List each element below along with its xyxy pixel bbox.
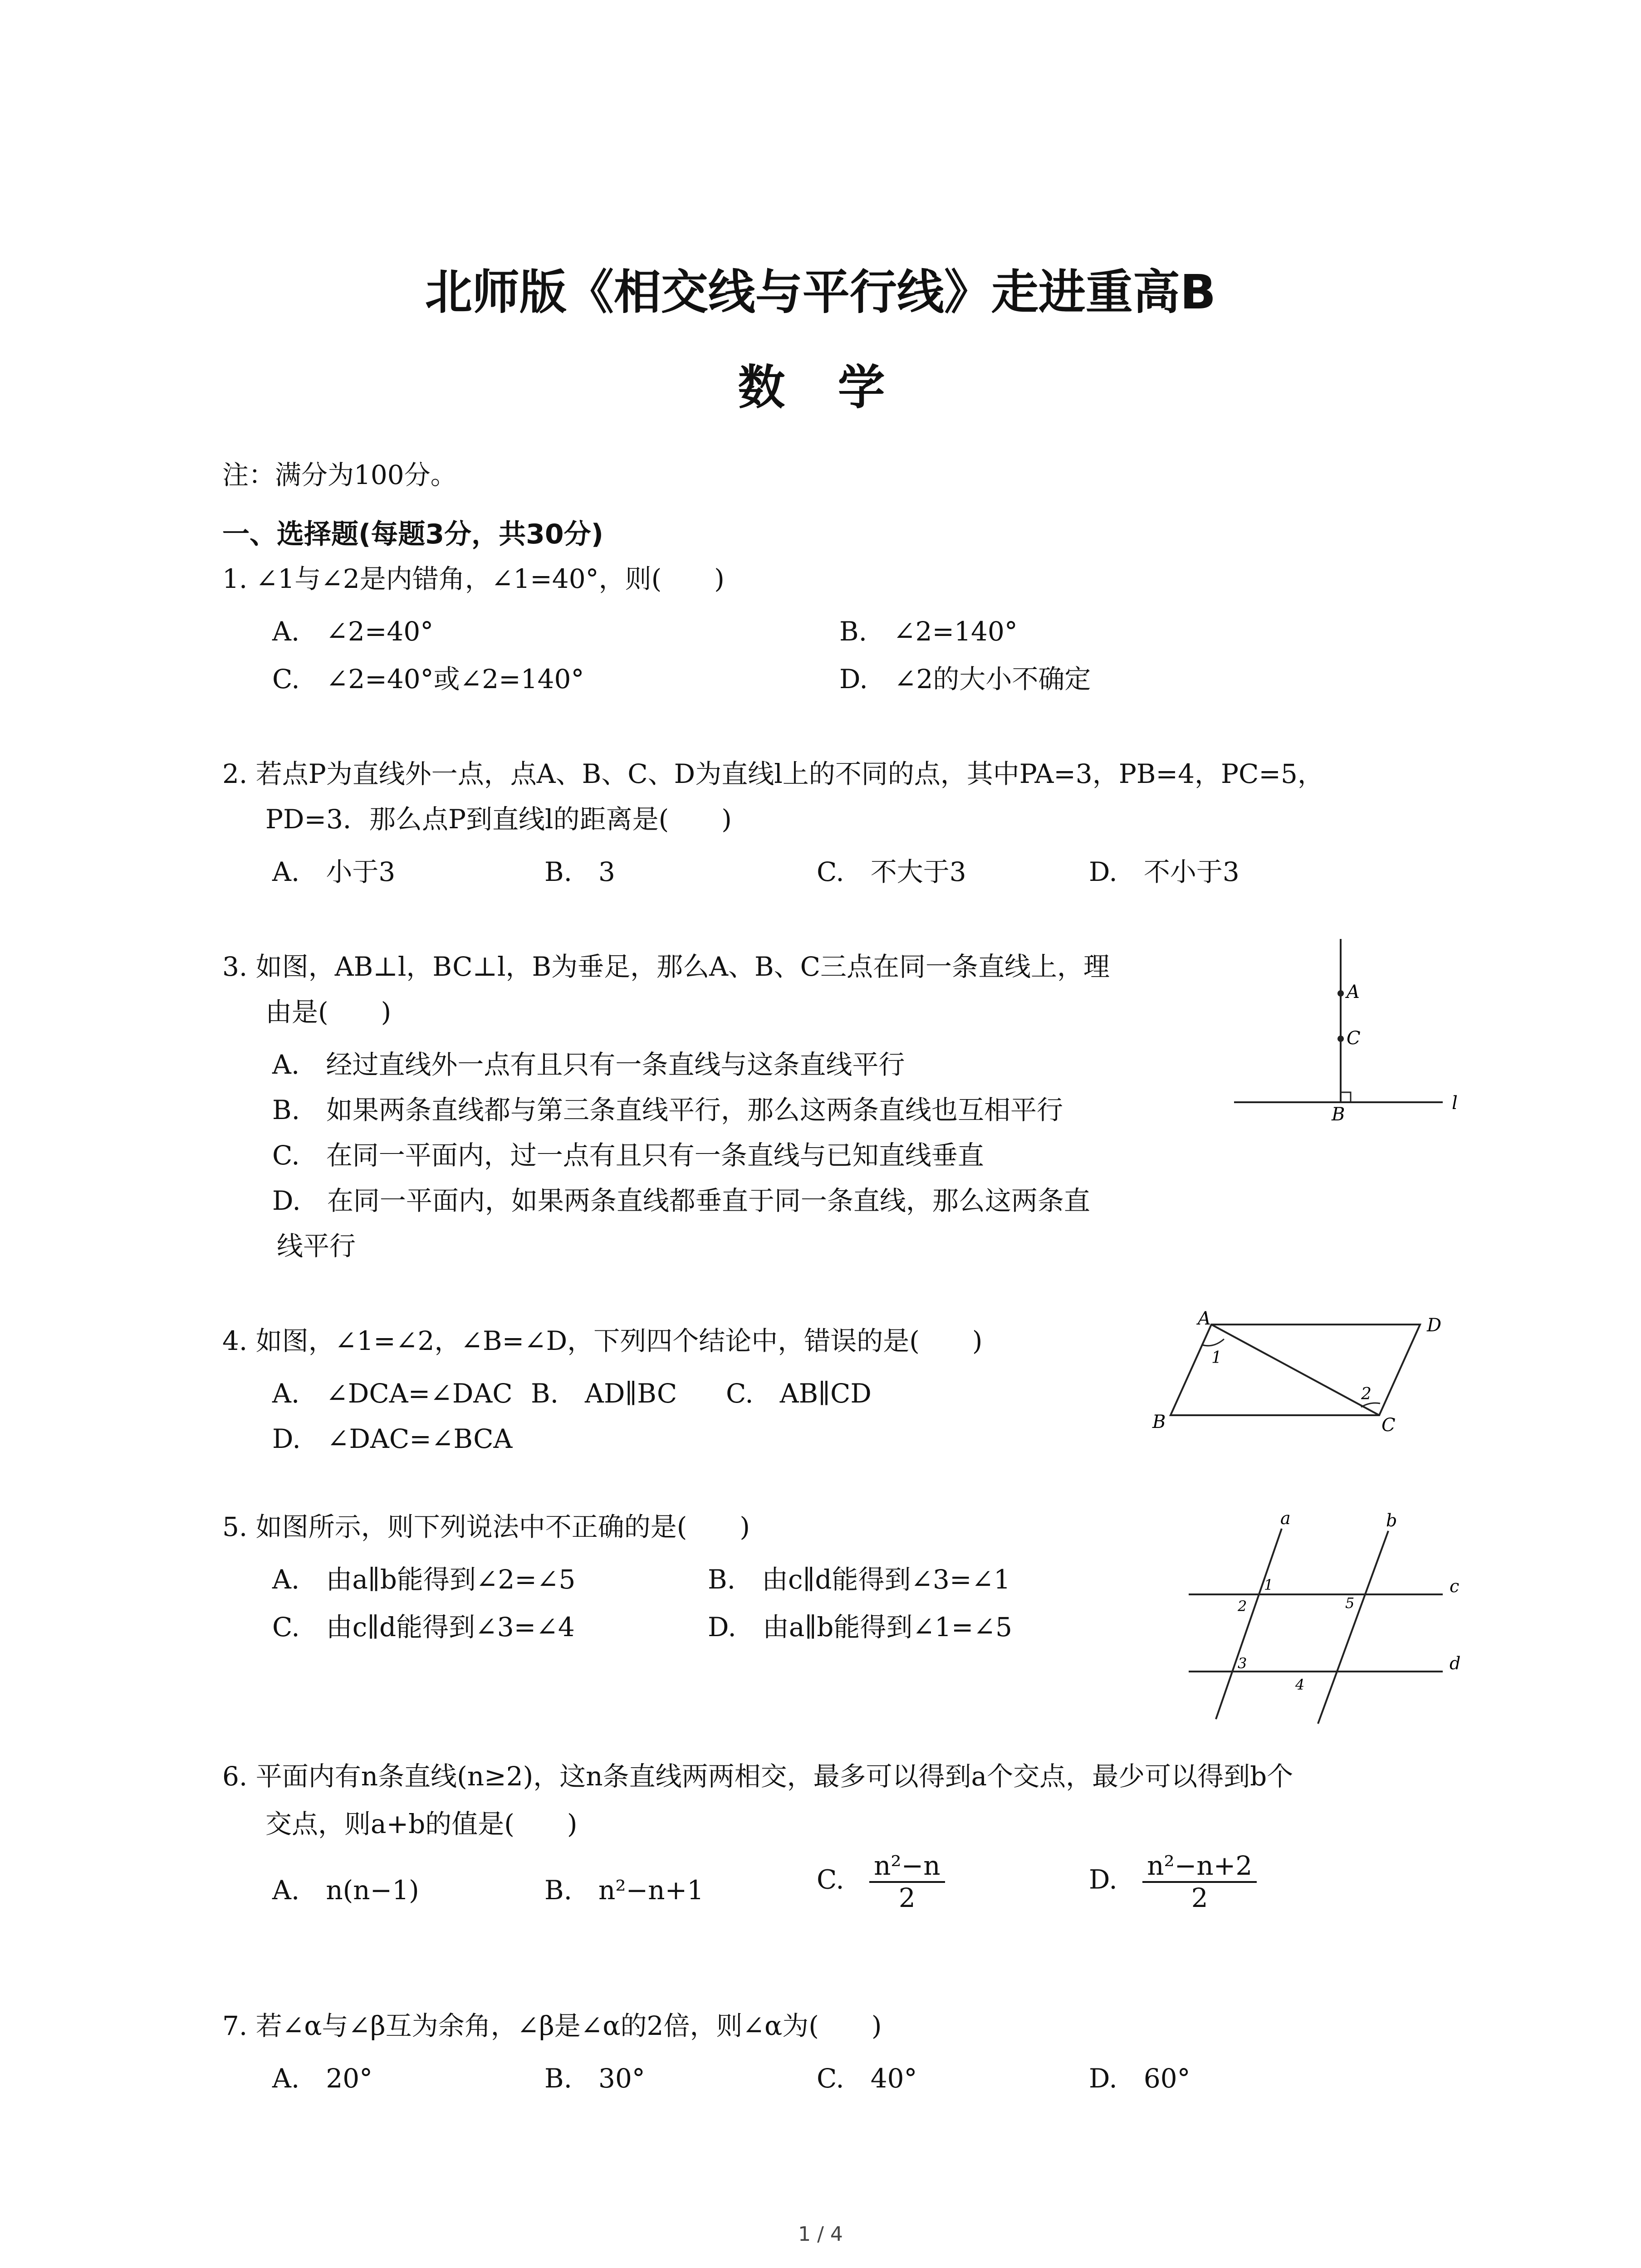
question-1-option-d: D. ∠2的大小不确定 (839, 664, 1091, 694)
question-3-option-b: B. 如果两条直线都与第三条直线平行，那么这两条直线也互相平行 (272, 1095, 1063, 1125)
question-2-option-c: C. 不大于3 (817, 856, 966, 887)
fig5-angle-2: 2 (1238, 1598, 1247, 1615)
fig3-label-l: l (1452, 1093, 1458, 1114)
question-6-option-d-denominator: 2 (1191, 1882, 1208, 1913)
question-5-option-c: C. 由c∥d能得到∠3=∠4 (272, 1612, 575, 1642)
fig4-label-d: D (1427, 1315, 1442, 1336)
question-6-option-c-denominator: 2 (898, 1882, 916, 1913)
question-4-option-d: D. ∠DAC=∠BCA (272, 1423, 513, 1454)
fig4-label-c: C (1381, 1415, 1396, 1436)
fig5-label-d: d (1450, 1653, 1461, 1673)
fig4-label-b: B (1152, 1412, 1166, 1432)
question-6-option-a: A. n(n−1) (272, 1875, 419, 1906)
fig4-label-a: A (1198, 1308, 1211, 1329)
fig5-label-b: b (1386, 1510, 1397, 1530)
question-3-option-a: A. 经过直线外一点有且只有一条直线与这条直线平行 (272, 1049, 905, 1080)
question-4-option-a: A. ∠DCA=∠DAC (272, 1378, 513, 1409)
question-6-option-c-letter: C. (817, 1864, 844, 1895)
question-4-option-c: C. AB∥CD (726, 1378, 872, 1409)
page-number: 1 / 4 (798, 2223, 843, 2246)
fig5-angle-1: 1 (1264, 1576, 1274, 1593)
question-7-stem: 7. 若∠α与∠β互为余角，∠β是∠α的2倍，则∠α为( ) (222, 2010, 882, 2041)
question-5-stem: 5. 如图所示，则下列说法中不正确的是( ) (222, 1511, 750, 1542)
fig3-label-c: C (1347, 1028, 1361, 1049)
question-3-option-d-line2: 线平行 (277, 1231, 356, 1261)
question-3-option-c: C. 在同一平面内，过一点有且只有一条直线与已知直线垂直 (272, 1140, 984, 1171)
question-6-option-d-numerator: n²−n+2 (1142, 1851, 1257, 1883)
section-heading-choice: 一、选择题(每题3分，共30分) (222, 518, 604, 550)
question-1-stem: 1. ∠1与∠2是内错角，∠1=40°，则( ) (222, 563, 725, 594)
question-5-option-a: A. 由a∥b能得到∠2=∠5 (272, 1564, 576, 1595)
page-subject: 数 学 (738, 360, 903, 415)
question-6-line1: 6. 平面内有n条直线(n≥2)，这n条直线两两相交，最多可以得到a个交点，最少可以得到b个 (222, 1761, 1293, 1792)
question-7-option-b: B. 30° (544, 2063, 645, 2094)
question-2-option-d: D. 不小于3 (1089, 856, 1239, 887)
question-6-option-c-numerator: n²−n (869, 1851, 945, 1883)
question-6-option-b: B. n²−n+1 (544, 1875, 704, 1906)
question-6-option-d (1089, 1851, 1257, 1913)
page-title: 北师版《相交线与平行线》走进重高B (425, 264, 1216, 320)
question-5-figure (1180, 1510, 1470, 1737)
note-text: 注：满分为100分。 (222, 459, 457, 490)
fig5-angle-5: 5 (1345, 1594, 1355, 1612)
fig4-angle-2: 2 (1361, 1385, 1372, 1403)
fig3-label-b: B (1332, 1104, 1345, 1125)
question-6-line2: 交点，则a+b的值是( ) (265, 1809, 578, 1839)
question-6-option-c (817, 1851, 945, 1913)
fig5-angle-3: 3 (1238, 1655, 1247, 1672)
fig4-angle-1: 1 (1211, 1349, 1222, 1367)
question-4-stem: 4. 如图，∠1=∠2，∠B=∠D，下列四个结论中，错误的是( ) (222, 1325, 983, 1356)
question-2-line2: PD=3．那么点P到直线l的距离是( ) (265, 804, 732, 835)
question-7-option-d: D. 60° (1089, 2063, 1190, 2094)
question-3-figure (1225, 934, 1479, 1125)
question-4-figure (1125, 1306, 1470, 1442)
question-2-option-a: A. 小于3 (272, 856, 396, 887)
question-3-option-d-line1: D. 在同一平面内，如果两条直线都垂直于同一条直线，那么这两条直 (272, 1185, 1090, 1216)
question-6-option-d-letter: D. (1089, 1864, 1117, 1895)
fig5-label-a: a (1280, 1510, 1291, 1528)
fig5-angle-4: 4 (1295, 1676, 1305, 1693)
fig3-label-a: A (1347, 982, 1360, 1002)
question-7-option-a: A. 20° (272, 2063, 373, 2094)
question-1-option-a: A. ∠2=40° (272, 616, 434, 647)
question-7-option-c: C. 40° (817, 2063, 917, 2094)
question-5-option-d: D. 由a∥b能得到∠1=∠5 (708, 1612, 1012, 1642)
question-6-option-d-fraction (1142, 1851, 1257, 1913)
question-4-option-b: B. AD∥BC (531, 1378, 677, 1409)
fig5-label-c: c (1450, 1576, 1460, 1596)
question-3-line1: 3. 如图，AB⊥l，BC⊥l，B为垂足，那么A、B、C三点在同一条直线上，理 (222, 951, 1110, 982)
question-5-option-b: B. 由c∥d能得到∠3=∠1 (708, 1564, 1011, 1595)
question-1-option-b: B. ∠2=140° (839, 616, 1018, 647)
question-2-option-b: B. 3 (544, 856, 615, 887)
question-2-line1: 2. 若点P为直线外一点，点A、B、C、D为直线l上的不同的点，其中PA=3，PB=4，PC=5， (222, 758, 1324, 789)
question-3-line2: 由是( ) (265, 997, 392, 1027)
question-1-option-c: C. ∠2=40°或∠2=140° (272, 664, 584, 694)
question-6-option-c-fraction (869, 1851, 945, 1913)
